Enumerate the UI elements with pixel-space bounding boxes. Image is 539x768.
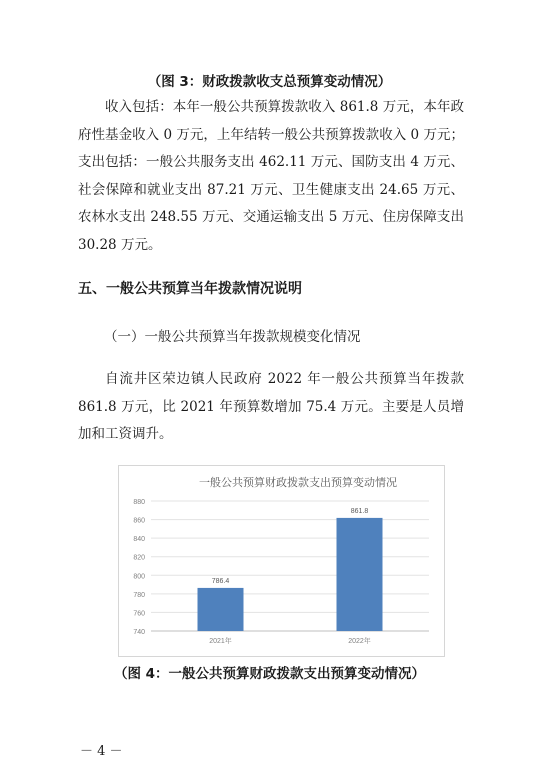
y-tick-label: 840 xyxy=(133,536,145,544)
y-tick-label: 820 xyxy=(133,554,145,562)
y-tick-label: 740 xyxy=(133,629,145,636)
section-5-heading: 五、一般公共预算当年拨款情况说明 xyxy=(78,281,302,297)
subsection-1-heading: （一）一般公共预算当年拨款规模变化情况 xyxy=(104,329,361,345)
y-tick-label: 800 xyxy=(133,573,145,581)
figure-4-caption: （图 4：一般公共预算财政拨款支出预算变动情况） xyxy=(113,666,426,682)
y-tick-label: 880 xyxy=(133,499,145,506)
data-label: 786.4 xyxy=(211,577,230,585)
x-tick-label: 2022年 xyxy=(348,638,371,645)
bar xyxy=(198,588,244,631)
figure-3-caption: （图 3：财政拨款收支总预算变动情况） xyxy=(147,74,392,90)
chart-canvas xyxy=(119,466,444,656)
bar xyxy=(337,518,383,631)
budget-change-chart xyxy=(118,465,445,657)
chart-title: 一般公共预算财政拨款支出预算变动情况 xyxy=(199,477,397,489)
income-expense-paragraph: 收入包括：本年一般公共预算拨款收入 861.8 万元，本年政府性基金收入 0 万元，上年结转一般公共预算拨款收入 0 万元；支出包括：一般公共服务支出 462.11 万元、国防支出 4 万元、社会保障和就业支出 87.21 万元、卫生健康支出 24.65 万元、农林水支出 248.55 万元、交通运输支出 5 万元、住房保障支出 30.28 万元。 xyxy=(78,99,464,253)
y-tick-label: 860 xyxy=(133,517,145,525)
appropriation-change-paragraph: 自流井区荣边镇人民政府 2022 年一般公共预算当年拨款 861.8 万元，比 2021 年预算数增加 75.4 万元。主要是人员增加和工资调升。 xyxy=(78,371,464,442)
y-tick-label: 780 xyxy=(133,591,145,599)
data-label: 861.8 xyxy=(350,507,369,515)
x-tick-label: 2021年 xyxy=(209,638,232,645)
page-number: － 4 － xyxy=(80,744,123,759)
y-tick-label: 760 xyxy=(133,610,145,618)
